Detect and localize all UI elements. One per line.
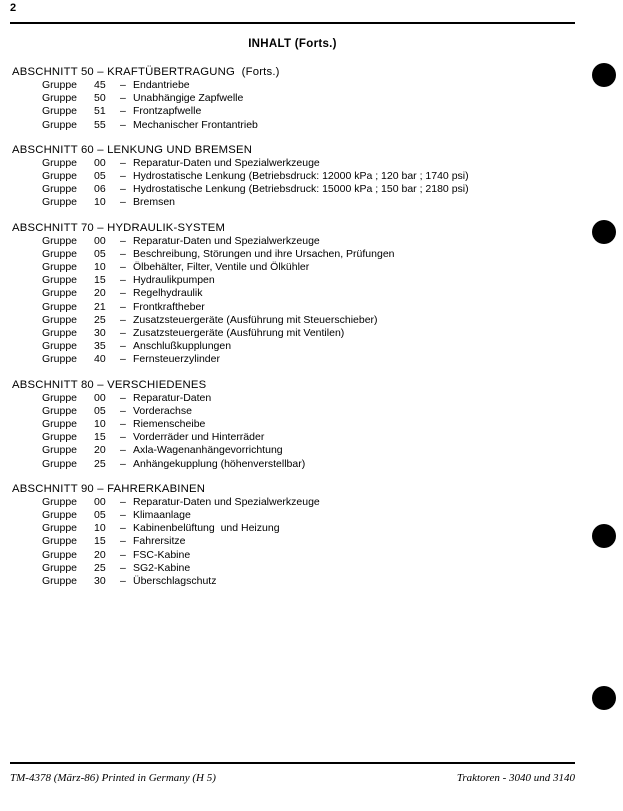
table-of-contents [12,66,572,600]
toc-group-label: Gruppe [42,156,78,169]
toc-group-dash: – [120,183,126,196]
footer-publication-id: TM-4378 (März-86) Printed in Germany (H 5) [10,772,216,784]
toc-group-title: Endantriebe [133,79,190,91]
toc-group-dash: – [120,287,126,300]
toc-group-label: Gruppe [42,247,78,260]
toc-section-heading: ABSCHNITT 60 – LENKUNG UND BREMSEN [12,143,253,156]
toc-group-label: Gruppe [42,444,78,457]
footer-divider [10,762,575,764]
toc-group-row [12,496,572,509]
toc-group-title: Kabinenbelüftung und Heizung [133,522,280,535]
toc-group-row [12,170,572,183]
toc-group-number: 06 [94,183,106,196]
toc-group-dash: – [120,535,126,548]
toc-group-dash: – [120,575,126,588]
toc-group-number: 05 [94,170,106,183]
toc-group-title: Mechanischer Frontantrieb [133,118,258,131]
toc-group-row [12,549,572,562]
toc-section-heading: ABSCHNITT 70 – HYDRAULIK-SYSTEM [12,221,226,234]
toc-group-row [12,340,572,353]
page-title: INHALT (Forts.) [248,38,337,50]
toc-group-number: 40 [94,353,106,366]
toc-group-row [12,105,572,118]
toc-group-label: Gruppe [42,183,78,196]
toc-group-row [12,92,572,105]
toc-group-dash: – [120,509,126,522]
toc-group-row [12,314,572,327]
toc-group-row [12,157,572,170]
toc-group-title: Überschlagschutz [133,575,217,588]
toc-group-number: 20 [94,548,106,561]
toc-group-label: Gruppe [42,548,78,561]
toc-group-dash: – [120,391,126,404]
toc-group-title: Hydraulikpumpen [133,274,215,287]
toc-group-label: Gruppe [42,561,78,574]
toc-group-dash: – [120,247,126,260]
toc-group-dash: – [120,170,126,183]
toc-group-label: Gruppe [42,418,78,431]
toc-group-number: 30 [94,575,106,588]
toc-group-row [12,431,572,444]
toc-group-title: Anschlußkupplungen [133,340,232,353]
binder-punch-hole [592,220,616,244]
toc-group-row [12,575,572,588]
toc-group-title: Regelhydraulik [133,287,203,300]
toc-group-dash: – [120,79,126,91]
toc-group-dash: – [120,340,126,353]
toc-group-number: 00 [94,234,106,247]
toc-group-label: Gruppe [42,79,78,91]
toc-section [12,222,572,367]
toc-group-title: Hydrostatische Lenkung (Betriebsdruck: 15000 kPa ; 150 bar ; 2180 psi) [133,183,469,196]
toc-group-dash: – [120,548,126,561]
toc-group-title: Unabhängige Zapfwelle [133,92,244,105]
toc-group-number: 00 [94,391,106,404]
toc-group-label: Gruppe [42,287,78,300]
toc-group-number: 25 [94,457,106,470]
toc-group-number: 45 [94,79,106,91]
binder-punch-hole [592,524,616,548]
toc-group-label: Gruppe [42,300,78,313]
toc-section-heading: ABSCHNITT 80 – VERSCHIEDENES [12,378,207,391]
toc-group-title: Zusatzsteuergeräte (Ausführung mit Steuerschieber) [133,313,378,326]
toc-group-title: Fahrersitze [133,535,186,548]
toc-group-dash: – [120,156,126,169]
toc-group-number: 15 [94,431,106,444]
toc-group-number: 25 [94,561,106,574]
toc-group-dash: – [120,327,126,340]
toc-group-dash: – [120,300,126,313]
toc-group-title: Bremsen [133,196,176,209]
toc-group-row [12,522,572,535]
toc-group-number: 20 [94,287,106,300]
toc-group-dash: – [120,261,126,274]
toc-group-title: SG2-Kabine [133,561,191,574]
toc-group-row [12,79,572,92]
toc-group-number: 50 [94,92,106,105]
toc-group-label: Gruppe [42,495,78,508]
toc-group-title: Reparatur-Daten und Spezialwerkzeuge [133,234,320,247]
toc-group-number: 05 [94,404,106,417]
toc-group-label: Gruppe [42,522,78,535]
toc-group-number: 15 [94,274,106,287]
toc-group-label: Gruppe [42,313,78,326]
toc-group-label: Gruppe [42,391,78,404]
toc-group-number: 00 [94,156,106,169]
toc-group-row [12,418,572,431]
toc-group-label: Gruppe [42,105,78,118]
toc-group-label: Gruppe [42,457,78,470]
toc-group-title: Zusatzsteuergeräte (Ausführung mit Ventilen) [133,327,345,340]
toc-group-row [12,183,572,196]
toc-group-label: Gruppe [42,170,78,183]
toc-group-row [12,235,572,248]
toc-group-row [12,196,572,209]
toc-section-heading: ABSCHNITT 90 – FAHRERKABINEN [12,482,206,495]
toc-group-title: Reparatur-Daten und Spezialwerkzeuge [133,156,320,169]
toc-group-dash: – [120,495,126,508]
toc-group-row [12,248,572,261]
toc-group-label: Gruppe [42,404,78,417]
toc-section [12,379,572,471]
toc-section [12,483,572,588]
toc-group-title: Frontzapfwelle [133,105,202,118]
footer-model-info: Traktoren - 3040 und 3140 [456,772,575,784]
toc-group-number: 21 [94,300,106,313]
toc-group-dash: – [120,457,126,470]
toc-group-row [12,509,572,522]
toc-group-row [12,327,572,340]
toc-group-row [12,353,572,366]
toc-group-row [12,261,572,274]
toc-group-title: Axla-Wagenanhängevorrichtung [133,444,283,457]
toc-group-row [12,392,572,405]
toc-group-label: Gruppe [42,509,78,522]
toc-group-row [12,562,572,575]
toc-group-label: Gruppe [42,353,78,366]
toc-group-label: Gruppe [42,274,78,287]
toc-section-heading: ABSCHNITT 50 – KRAFTÜBERTRAGUNG (Forts.) [12,66,280,78]
toc-group-row [12,535,572,548]
page-footer [10,772,575,784]
toc-group-dash: – [120,418,126,431]
toc-group-number: 30 [94,327,106,340]
toc-group-number: 51 [94,105,106,118]
toc-group-number: 05 [94,509,106,522]
toc-group-dash: – [120,522,126,535]
toc-group-label: Gruppe [42,340,78,353]
toc-group-label: Gruppe [42,118,78,131]
toc-group-dash: – [120,92,126,105]
toc-group-title: Reparatur-Daten und Spezialwerkzeuge [133,495,320,508]
toc-group-title: Anhängekupplung (höhenverstellbar) [133,457,306,470]
toc-group-dash: – [120,313,126,326]
toc-group-row [12,301,572,314]
toc-group-title: Fernsteuerzylinder [133,353,220,366]
toc-group-number: 10 [94,522,106,535]
toc-group-row [12,119,572,132]
toc-group-number: 25 [94,313,106,326]
toc-group-number: 10 [94,418,106,431]
toc-group-title: Vorderräder und Hinterräder [133,431,265,444]
toc-group-label: Gruppe [42,575,78,588]
header-divider [10,22,575,24]
toc-group-label: Gruppe [42,196,78,209]
toc-section [12,66,572,132]
toc-section [12,144,572,210]
toc-group-label: Gruppe [42,92,78,105]
page-number: 2 [10,2,17,14]
toc-group-title: Reparatur-Daten [133,391,212,404]
toc-group-dash: – [120,196,126,209]
toc-group-number: 35 [94,340,106,353]
toc-group-dash: – [120,274,126,287]
toc-group-dash: – [120,353,126,366]
toc-group-label: Gruppe [42,327,78,340]
toc-group-label: Gruppe [42,535,78,548]
toc-group-title: Frontkraftheber [133,300,205,313]
toc-group-title: Ölbehälter, Filter, Ventile und Ölkühler [133,261,310,274]
toc-group-number: 10 [94,261,106,274]
toc-group-row [12,458,572,471]
toc-group-number: 55 [94,118,106,131]
toc-group-title: Beschreibung, Störungen und ihre Ursachen, Prüfungen [133,247,395,260]
toc-group-number: 15 [94,535,106,548]
toc-group-row [12,444,572,457]
toc-group-dash: – [120,561,126,574]
toc-group-title: FSC-Kabine [133,548,191,561]
toc-group-title: Riemenscheibe [133,418,206,431]
toc-group-row [12,405,572,418]
toc-group-label: Gruppe [42,234,78,247]
toc-group-dash: – [120,234,126,247]
toc-group-dash: – [120,444,126,457]
toc-group-label: Gruppe [42,261,78,274]
toc-group-title: Vorderachse [133,404,192,417]
toc-group-label: Gruppe [42,431,78,444]
toc-group-number: 00 [94,495,106,508]
toc-group-dash: – [120,105,126,118]
toc-group-number: 20 [94,444,106,457]
toc-group-row [12,274,572,287]
toc-group-dash: – [120,431,126,444]
toc-group-dash: – [120,404,126,417]
toc-group-number: 05 [94,247,106,260]
toc-group-title: Hydrostatische Lenkung (Betriebsdruck: 12000 kPa ; 120 bar ; 1740 psi) [133,170,469,183]
toc-group-title: Klimaanlage [133,509,191,522]
toc-group-row [12,287,572,300]
toc-group-dash: – [120,118,126,131]
binder-punch-hole [592,686,616,710]
toc-group-number: 10 [94,196,106,209]
binder-punch-hole [592,63,616,87]
